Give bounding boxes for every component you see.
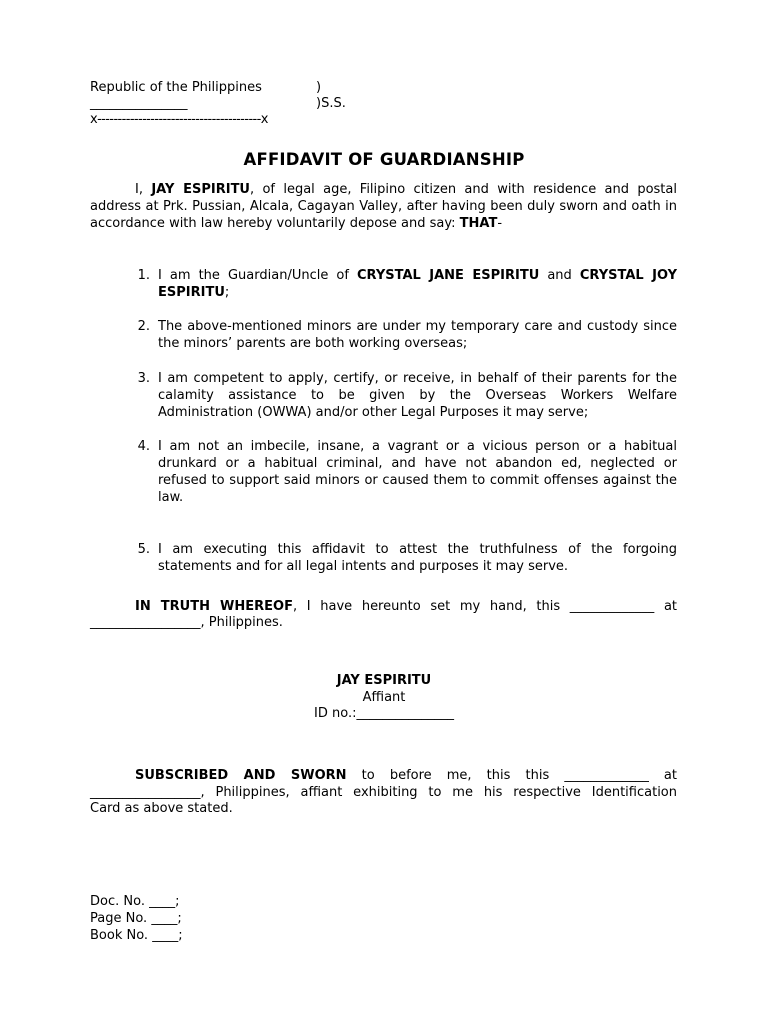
jurat-line-3: Card as above stated. — [90, 801, 233, 816]
item-5-number: 5. — [137, 542, 150, 557]
item-2-number: 2. — [137, 319, 150, 334]
item-1-number: 1. — [137, 268, 150, 283]
item-1-post: ; — [224, 285, 230, 300]
intro-text: , of legal age, Filipino citizen and with residence and postal address at Prk. Pussian, Alcala, Cagayan Valley, after having been duly sworn and oath in accordance with law hereby voluntarily depose and say: — [90, 182, 677, 231]
intro-tail: - — [497, 216, 503, 231]
item-5-text: I am executing this affidavit to attest the truthfulness of the forgoing statements and for all legal intents and purposes it may serve. — [158, 542, 677, 574]
jurat-paragraph — [90, 767, 677, 784]
witness-lead: IN TRUTH WHEREOF — [135, 599, 293, 614]
header-republic: Republic of the Philippines — [90, 80, 262, 95]
item-1-text — [158, 267, 677, 301]
header-divider: x----------------------------------------x — [90, 112, 268, 127]
book-no: Book No. ____; — [90, 928, 183, 943]
witness-text: , I have hereunto set my hand, this _____________ at — [292, 599, 678, 614]
doc-no: Doc. No. ____; — [90, 894, 180, 909]
item-3-number: 3. — [137, 371, 150, 386]
item-1-name-2: CRYSTAL JOY ESPIRITU — [158, 268, 677, 300]
document-title: AFFIDAVIT OF GUARDIANSHIP — [243, 150, 525, 169]
item-3-text: I am competent to apply, certify, or receive, in behalf of their parents for the calamity assistance to be given by the Overseas Workers Welfare Administration (OWWA) and/or other Legal Purposes it may serve; — [158, 371, 677, 420]
header-ss: )S.S. — [316, 96, 346, 111]
page-no: Page No. ____; — [90, 911, 182, 926]
witness-paragraph — [90, 598, 677, 615]
jurat-lead: SUBSCRIBED AND SWORN — [135, 768, 347, 783]
affiant-name: JAY ESPIRITU — [336, 673, 432, 688]
witness-line-2: _________________, Philippines. — [90, 615, 283, 630]
intro-lead: I, — [135, 182, 152, 197]
item-4-text: I am not an imbecile, insane, a vagrant or a vicious person or a habitual drunkard or a habitual criminal, and have not abandon ed, neglected or refused to support said minors or caused them to commit offenses against the law. — [158, 439, 677, 505]
jurat-line-2: _________________, Philippines, affiant exhibiting to me his respective Identification — [90, 785, 677, 800]
jurat-text: to before me, this this _____________ at — [346, 768, 677, 783]
item-1-pre: I am the Guardian/Uncle of — [158, 268, 357, 283]
header-blank: _______________ — [90, 96, 188, 111]
item-1-mid: and — [539, 268, 580, 283]
header-paren: ) — [316, 80, 322, 95]
item-4-number: 4. — [137, 439, 150, 454]
affiant-label: Affiant — [362, 690, 406, 705]
intro-name: JAY ESPIRITU — [151, 182, 250, 197]
affiant-id: ID no.:_______________ — [314, 706, 454, 721]
item-2-text: The above-mentioned minors are under my temporary care and custody since the minors’ parents are both working overseas; — [158, 319, 677, 351]
item-1-name-1: CRYSTAL JANE ESPIRITU — [357, 268, 540, 283]
intro-paragraph — [90, 181, 677, 232]
intro-that: THAT — [459, 216, 498, 231]
